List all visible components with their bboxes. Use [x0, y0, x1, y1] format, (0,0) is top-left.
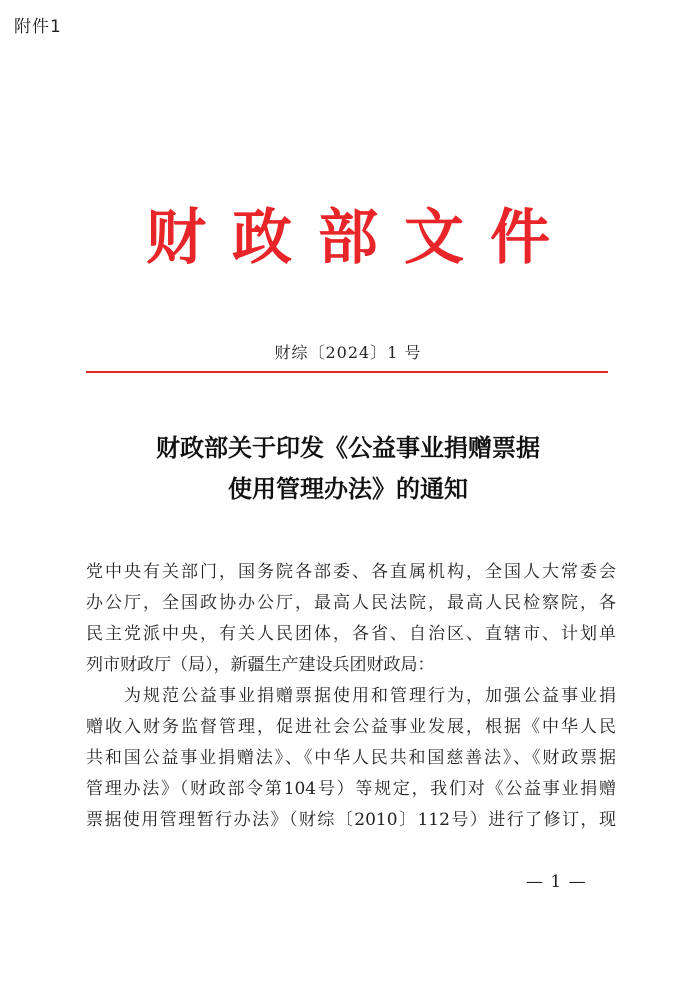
- addressee-line: 列市财政厅（局），新疆生产建设兵团财政局：: [86, 655, 435, 675]
- notice-title-line-2: 使用管理办法》的通知: [228, 475, 468, 503]
- addressee-line: 办公厅，全国政协办公厅，最高人民法院，最高人民检察院，各: [86, 593, 616, 613]
- paragraph-line: 为规范公益事业捐赠票据使用和管理行为，加强公益事业捐: [86, 686, 616, 706]
- addressee-line: 民主党派中央，有关人民团体，各省、自治区、直辖市、计划单: [86, 624, 616, 644]
- document-number: 财综〔2024〕1 号: [274, 343, 422, 362]
- red-divider-line: [86, 371, 608, 373]
- addressee-block: [86, 557, 616, 681]
- notice-title: [0, 428, 696, 510]
- paragraph-line: 赠收入财务监督管理，促进社会公益事业发展，根据《中华人民: [86, 717, 616, 737]
- notice-title-line-1: 财政部关于印发《公益事业捐赠票据: [156, 434, 540, 462]
- attachment-label: 附件1: [14, 17, 62, 37]
- addressee-line: 党中央有关部门，国务院各部委、各直属机构，全国人大常委会: [86, 562, 616, 582]
- paragraph-line: 共和国公益事业捐赠法》、《中华人民共和国慈善法》、《财政票据: [86, 748, 616, 768]
- body-paragraph: [86, 681, 616, 836]
- paragraph-line: 管理办法》（财政部令第104号）等规定，我们对《公益事业捐赠: [86, 779, 616, 799]
- document-masthead: 财政部文件: [146, 203, 576, 273]
- paragraph-line: 票据使用管理暂行办法》（财综〔2010〕112号）进行了修订，现: [86, 810, 616, 830]
- page-number: — 1 —: [526, 872, 587, 892]
